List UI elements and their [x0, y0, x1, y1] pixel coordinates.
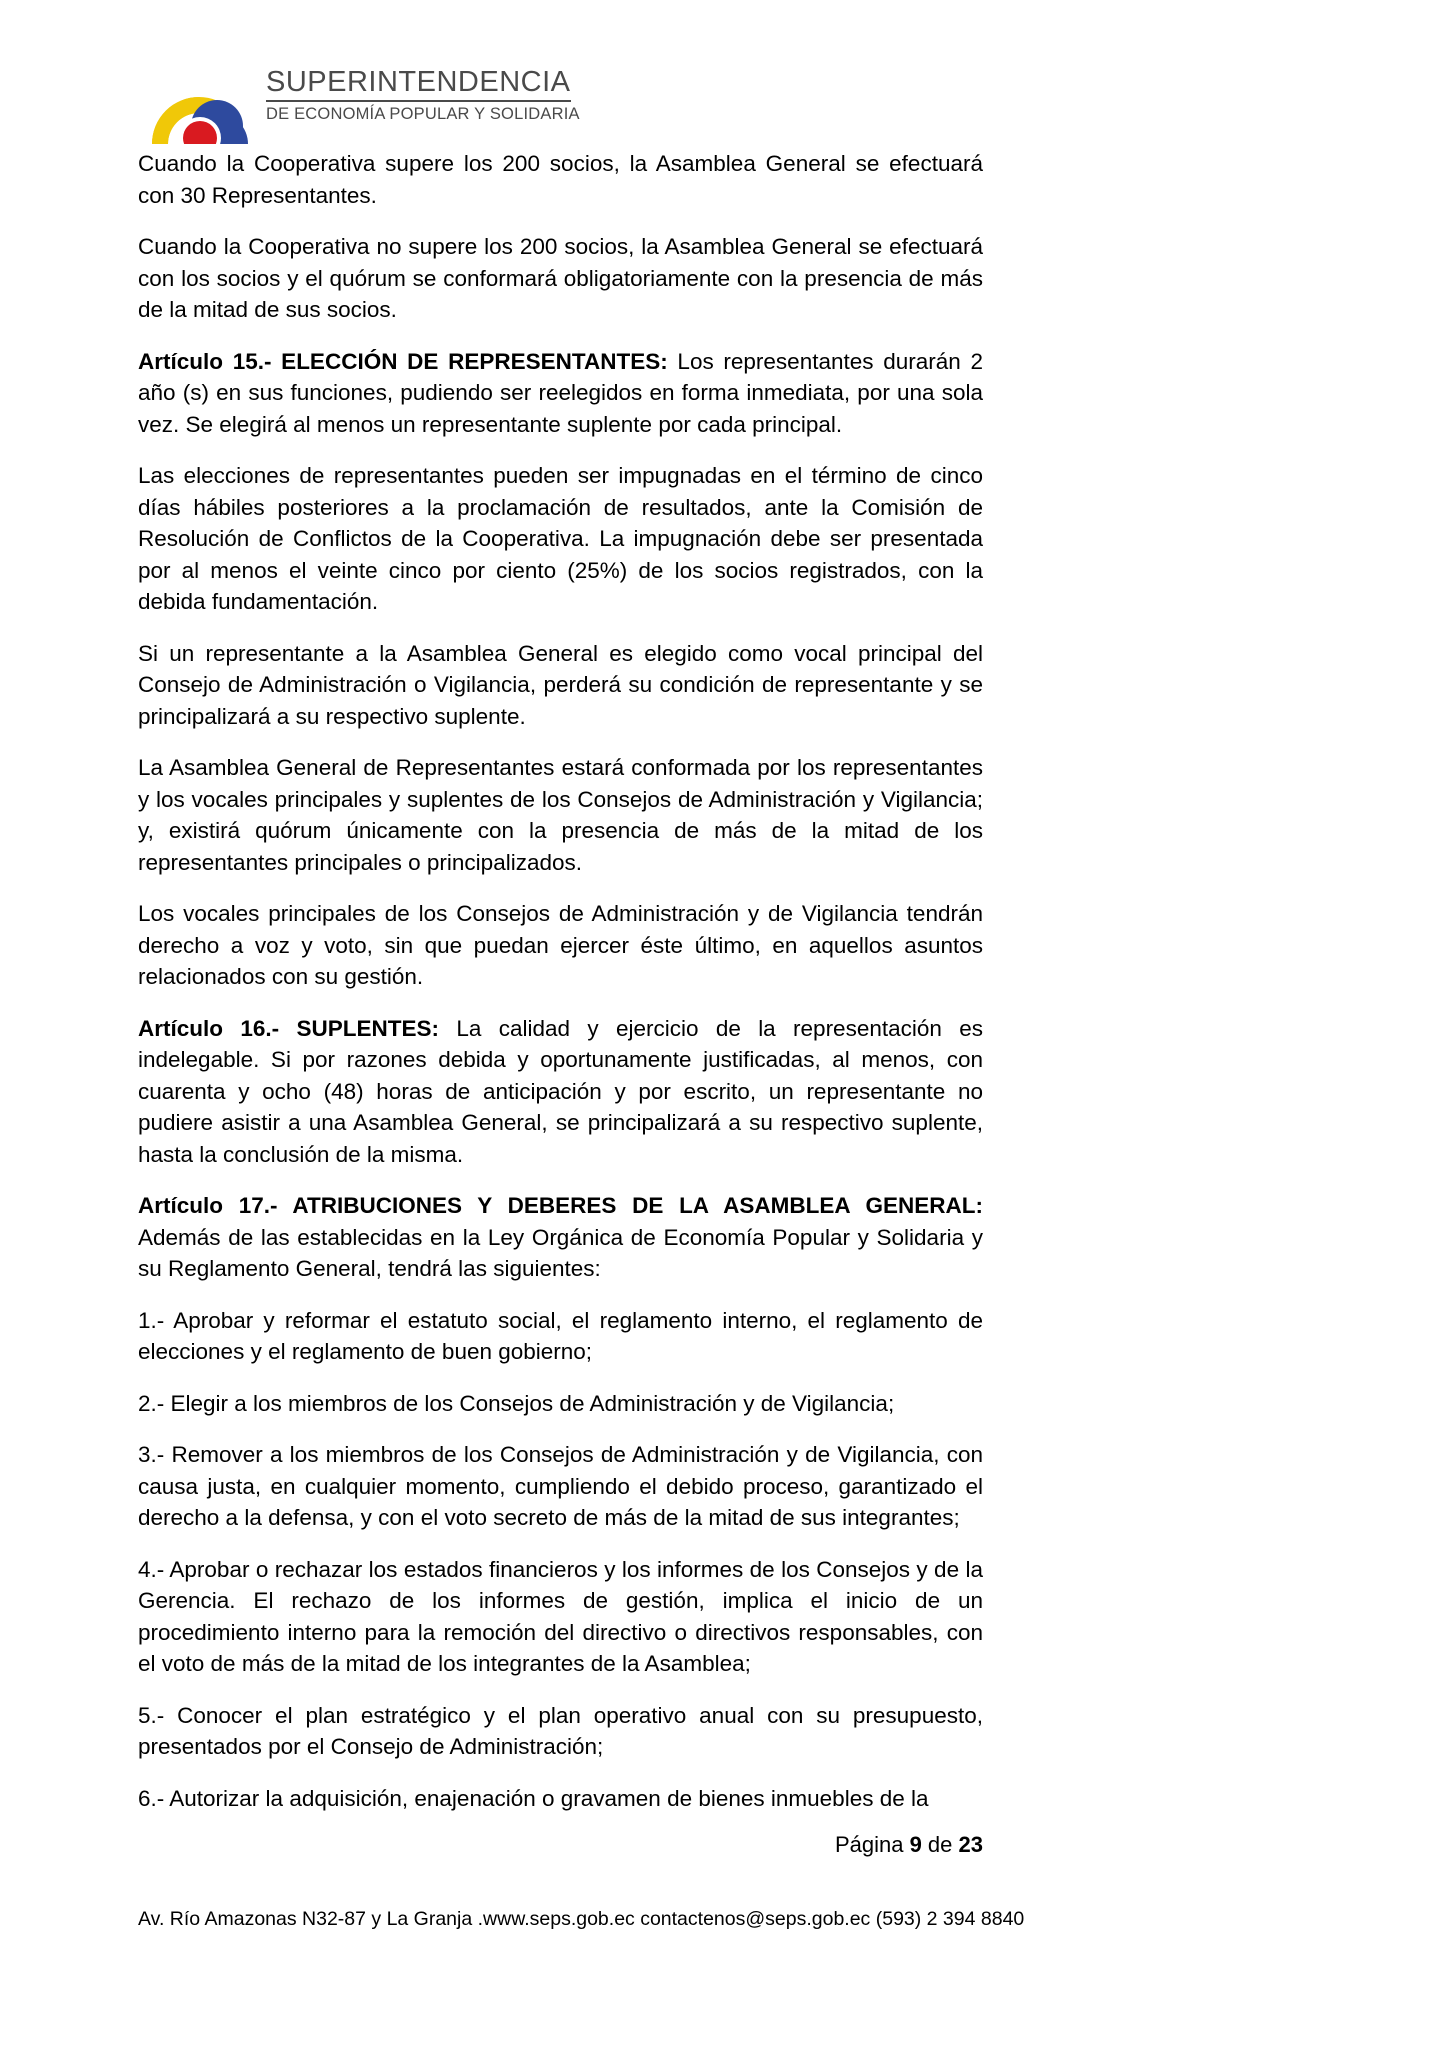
list-item-3: 3.- Remover a los miembros de los Consejos de Administración y de Vigilancia, con causa justa, en cualquier momento, cumpliendo el debido proceso, garantizado el derecho a la defensa, y con el voto secreto de más de la mitad de sus integrantes;	[138, 1442, 983, 1530]
article-15-heading: Artículo 15.- ELECCIÓN DE REPRESENTANTES:	[138, 348, 668, 374]
article-17-text: Además de las establecidas en la Ley Orgánica de Economía Popular y Solidaria y su Reglamento General, tendrá las siguientes:	[138, 1224, 983, 1281]
logo-title: SUPERINTENDENCIA	[266, 68, 571, 102]
paragraph-5: La Asamblea General de Representantes estará conformada por los representantes y los vocales principales y suplentes de los Consejos de Administración y Vigilancia; y, existirá quórum únicamente con la presencia de más de la mitad de los representantes principales o principalizados.	[138, 755, 983, 875]
article-16-heading: Artículo 16.- SUPLENTES:	[138, 1015, 439, 1041]
list-item-1: 1.- Aprobar y reformar el estatuto social, el reglamento interno, el reglamento de elecciones y el reglamento de buen gobierno;	[138, 1307, 983, 1364]
article-17	[138, 1190, 983, 1285]
paragraph-1: Cuando la Cooperativa supere los 200 socios, la Asamblea General se efectuará con 30 Representantes.	[138, 151, 983, 208]
list-item-6: 6.- Autorizar la adquisición, enajenación o gravamen de bienes inmuebles de la	[138, 1785, 929, 1811]
logo-subtitle: DE ECONOMÍA POPULAR Y SOLIDARIA	[266, 105, 580, 123]
page-number-total: 23	[958, 1832, 983, 1857]
article-16-text: La calidad y ejercicio de la representación es indelegable. Si por razones debida y oportunamente justificadas, al menos, con cuarenta y ocho (48) horas de anticipación y por escrito, un representante no pudiere asistir a una Asamblea General, se principalizará a su respectivo suplente, hasta la conclusión de la misma.	[138, 1015, 983, 1167]
page-number	[138, 1832, 983, 1858]
logo-wordmark	[266, 68, 646, 123]
paragraph-3: Las elecciones de representantes pueden ser impugnadas en el término de cinco días hábiles posteriores a la proclamación de resultados, ante la Comisión de Resolución de Conflictos de la Cooperativa. La impugnación debe ser presentada por al menos el veinte cinco por ciento (25%) de los socios registrados, con la debida fundamentación.	[138, 463, 983, 614]
list-item-4: 4.- Aprobar o rechazar los estados financieros y los informes de los Consejos y de la Gerencia. El rechazo de los informes de gestión, implica el inicio de un procedimiento interno para la remoción del directivo o directivos responsables, con el voto de más de la mitad de los integrantes de la Asamblea;	[138, 1556, 983, 1676]
seps-logo-icon	[148, 52, 258, 144]
document-body	[138, 148, 983, 1834]
article-15	[138, 346, 983, 441]
paragraph-6: Los vocales principales de los Consejos de Administración y de Vigilancia tendrán derecho a voz y voto, sin que puedan ejercer éste último, en aquellos asuntos relacionados con su gestión.	[138, 901, 983, 989]
footer-contact-line: Av. Río Amazonas N32-87 y La Granja .www.seps.gob.ec contactenos@seps.gob.ec (593) 2 394 8840	[138, 1908, 1025, 1930]
paragraph-4: Si un representante a la Asamblea General es elegido como vocal principal del Consejo de Administración o Vigilancia, perderá su condición de representante y se principalizará a su respectivo suplente.	[138, 640, 983, 729]
paragraph-2: Cuando la Cooperativa no supere los 200 socios, la Asamblea General se efectuará con los socios y el quórum se conformará obligatoriamente con la presencia de más de la mitad de sus socios.	[138, 234, 983, 322]
page-number-prefix: Página	[834, 1832, 910, 1857]
article-17-heading: Artículo 17.- ATRIBUCIONES Y DEBERES DE LA ASAMBLEA GENERAL:	[138, 1193, 983, 1218]
document-header	[148, 52, 648, 144]
list-item-2: 2.- Elegir a los miembros de los Consejos de Administración y de Vigilancia;	[138, 1390, 895, 1416]
list-item-5: 5.- Conocer el plan estratégico y el plan operativo anual con su presupuesto, presentados por el Consejo de Administración;	[138, 1702, 983, 1759]
article-16	[138, 1013, 983, 1171]
article-15-text: Los representantes durarán 2 año (s) en sus funciones, pudiendo ser reelegidos en forma inmediata, por una sola vez. Se elegirá al menos un representante suplente por cada principal.	[138, 348, 983, 437]
page-number-current: 9	[909, 1832, 922, 1857]
page-number-middle: de	[921, 1832, 959, 1857]
